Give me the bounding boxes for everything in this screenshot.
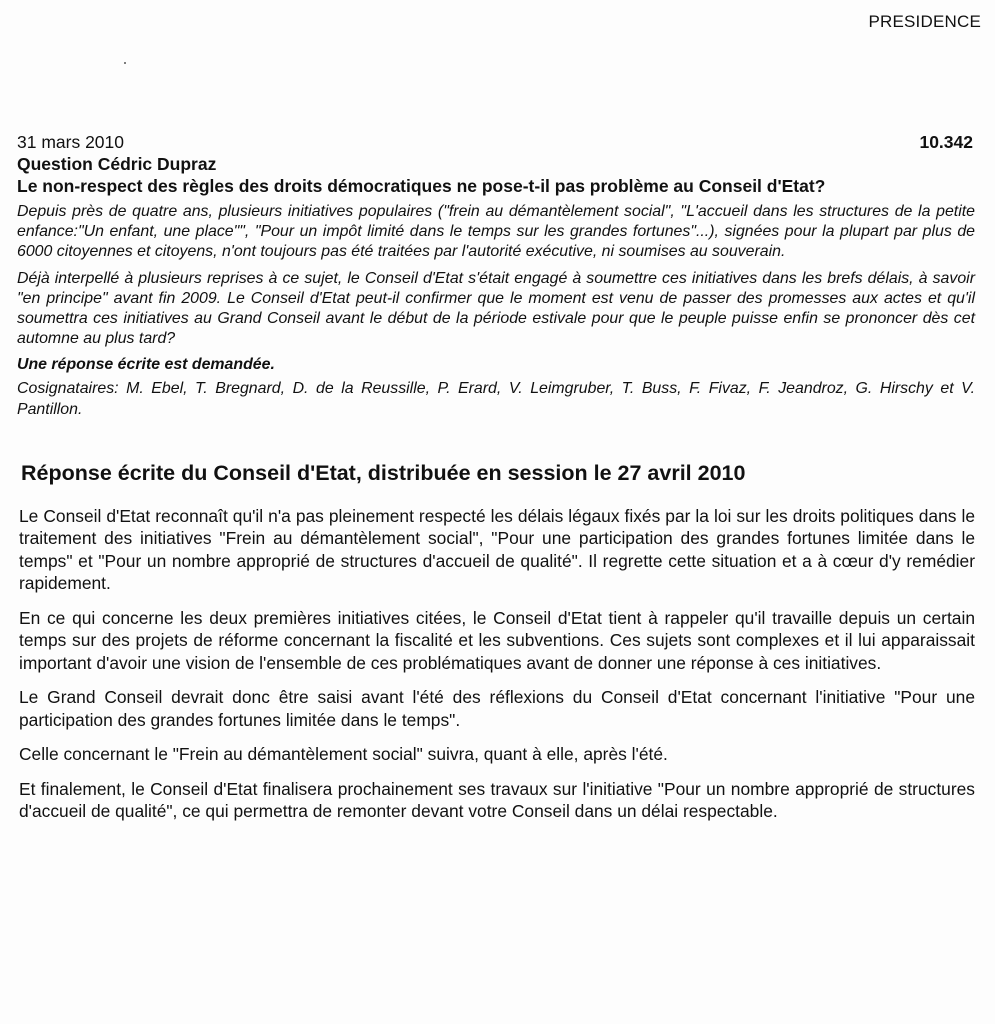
- cosignatories: Cosignataires: M. Ebel, T. Bregnard, D. de la Reussille, P. Erard, V. Leimgruber, T. Buss, F. Fivaz, F. Jeandroz, G. Hirschy et V. Pantillon.: [17, 380, 975, 418]
- answer-paragraph: Et finalement, le Conseil d'Etat finalisera prochainement ses travaux sur l'initiative "Pour un nombre approprié de structures d'accueil de qualité", ce qui permettra de remonter devant votre Conseil dans un délai respectable.: [19, 778, 975, 822]
- department-label: PRESIDENCE: [868, 12, 981, 31]
- answer-body: [17, 505, 975, 823]
- question-number: 10.342: [919, 132, 973, 152]
- answer-paragraph: Celle concernant le "Frein au démantèlement social" suivra, quant à elle, après l'été.: [19, 744, 668, 765]
- answer-paragraph: Le Conseil d'Etat reconnaît qu'il n'a pas pleinement respecté les délais légaux fixés par la loi sur les droits politiques dans le traitement des initiatives "Frein au démantèlement social", "Pour une participation des grandes fortunes limitée dans le temps" et "Pour un nombre approprié de structures d'accueil de qualité". Il regrette cette situation et a à cœur d'y remédier rapidement.: [19, 505, 975, 594]
- question-title: Le non-respect des règles des droits démocratiques ne pose-t-il pas problème au Conseil d'Etat?: [17, 176, 826, 196]
- question-date: 31 mars 2010: [17, 132, 125, 152]
- question-paragraph: Déjà interpellé à plusieurs reprises à ce sujet, le Conseil d'Etat s'était engagé à soumettre ces initiatives dans les brefs délais, à savoir "en principe" avant fin 2009. Le Conseil d'Etat peut-il confirmer que le moment est venu de passer des promesses aux actes et qu'il soumettra ces initiatives au Grand Conseil avant le début de la période estivale pour que le peuple puisse enfin se prononcer dès cet automne au plus tard?: [17, 269, 975, 348]
- written-answer-request: Une réponse écrite est demandée.: [17, 356, 275, 374]
- answer-paragraph: En ce qui concerne les deux premières initiatives citées, le Conseil d'Etat tient à rappeler qu'il travaille depuis un certain temps sur des projets de réforme concernant la fiscalité et les subventions. Ces sujets sont complexes et il lui apparaissait important d'avoir une vision de l'ensemble de ces problématiques avant de donner une réponse à ces initiatives.: [19, 607, 975, 673]
- question-author: Question Cédric Dupraz: [17, 154, 217, 174]
- scan-speck: [124, 62, 126, 64]
- question-meta: [17, 131, 975, 153]
- question-paragraph: Depuis près de quatre ans, plusieurs initiatives populaires ("frein au démantèlement social", "L'accueil dans les structures de la petite enfance:"Un enfant, une place"", "Pour un impôt limité dans le temps sur les grandes fortunes"...), signées pour la plupart par plus de 6000 citoyennes et citoyens, n'ont toujours pas été traitées par l'autorité exécutive, ni soumises au souverain.: [17, 203, 975, 261]
- question-body: [17, 202, 975, 349]
- answer-paragraph: Le Grand Conseil devrait donc être saisi avant l'été des réflexions du Conseil d'Etat concernant l'initiative "Pour une participation des grandes fortunes limitée dans le temps".: [19, 687, 975, 730]
- answer-title: Réponse écrite du Conseil d'Etat, distribuée en session le 27 avril 2010: [21, 460, 746, 485]
- document-content: [17, 131, 975, 835]
